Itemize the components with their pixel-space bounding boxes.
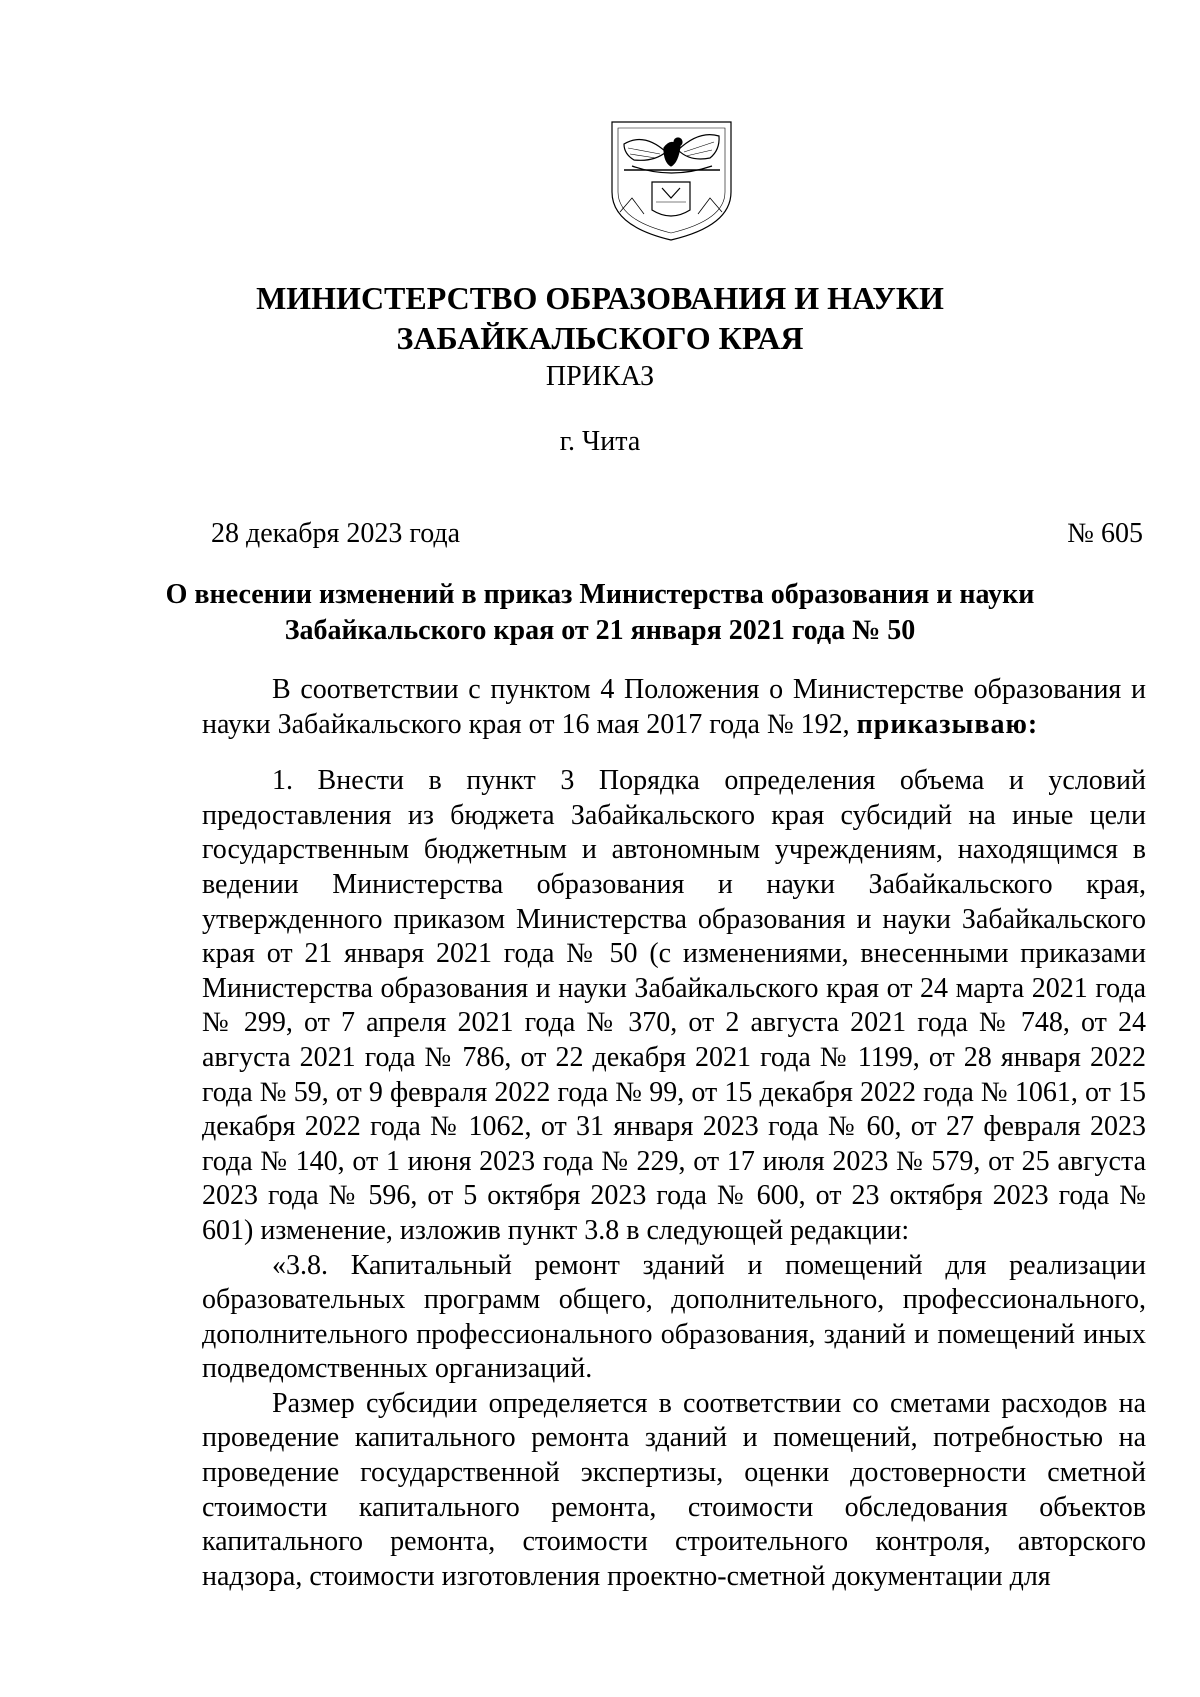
date-number-line [211,517,1143,551]
item-1-paragraph: 1. Внести в пункт 3 Порядка определения объема и условий предоставления из бюджета Забайкальского края субсидий на иные цели государственным бюджетным и автономным учреждениям, находящимся в ведении Министерства образования и науки Забайкальского края, утвержденного приказом Министерства образования и науки Забайкальского края от 21 января 2021 года № 50 (с изменениями, внесенными приказами Министерства образования и науки Забайкальского края от 24 марта 2021 года № 299, от 7 апреля 2021 года № 370, от 2 августа 2021 года № 748, от 24 августа 2021 года № 786, от 22 декабря 2021 года № 1199, от 28 января 2022 года № 59, от 9 февраля 2022 года № 99, от 15 декабря 2022 года № 1061, от 15 декабря 2022 года № 1062, от 31 января 2023 года № 60, от 27 февраля 2023 года № 140, от 1 июня 2023 года № 229, от 17 июля 2023 № 579, от 25 августа 2023 года № 596, от 5 октября 2023 года № 600, от 23 октября 2023 года № 601) изменение, изложив пункт 3.8 в следующей редакции: [202,765,1146,1246]
preamble-paragraph [202,673,1146,742]
order-subject-line2: Забайкальского края от 21 января 2021 года № 50 [284,615,916,646]
order-subject-line1: О внесении изменений в приказ Министерства образования и науки [165,579,1035,610]
ministry-title-line2: ЗАБАЙКАЛЬСКОГО КРАЯ [396,320,804,356]
coat-of-arms-emblem [604,114,739,244]
order-number: № 605 [1067,518,1143,549]
document-type: ПРИКАЗ [545,361,655,392]
order-date: 28 декабря 2023 года [211,518,461,549]
ministry-title-line1: МИНИСТЕРСТВО ОБРАЗОВАНИЯ И НАУКИ [256,280,944,316]
order-body [202,673,1146,1594]
preamble-order-word: приказываю: [856,708,1039,740]
preamble-text: В соответствии с пунктом 4 Положения о Министерстве образования и науки Забайкальского края от 16 мая 2017 года № 192, [202,674,1146,740]
ministry-title [0,278,1200,358]
subsidy-size-paragraph: Размер субсидии определяется в соответствии со сметами расходов на проведение капитального ремонта зданий и помещений, потребностью на проведение государственной экспертизы, оценки достоверности сметной стоимости капитального ремонта, стоимости обследования объектов капитального ремонта, стоимости строительного контроля, авторского надзора, стоимости изготовления проектно-сметной документации для [202,1387,1146,1592]
quote-3-8-paragraph: «3.8. Капитальный ремонт зданий и помещений для реализации образовательных программ общего, дополнительного, профессионального, дополнительного профессионального образования, зданий и помещений иных подведомственных организаций. [202,1249,1146,1385]
order-subject [0,577,1200,649]
city-name: г. Чита [559,426,641,457]
